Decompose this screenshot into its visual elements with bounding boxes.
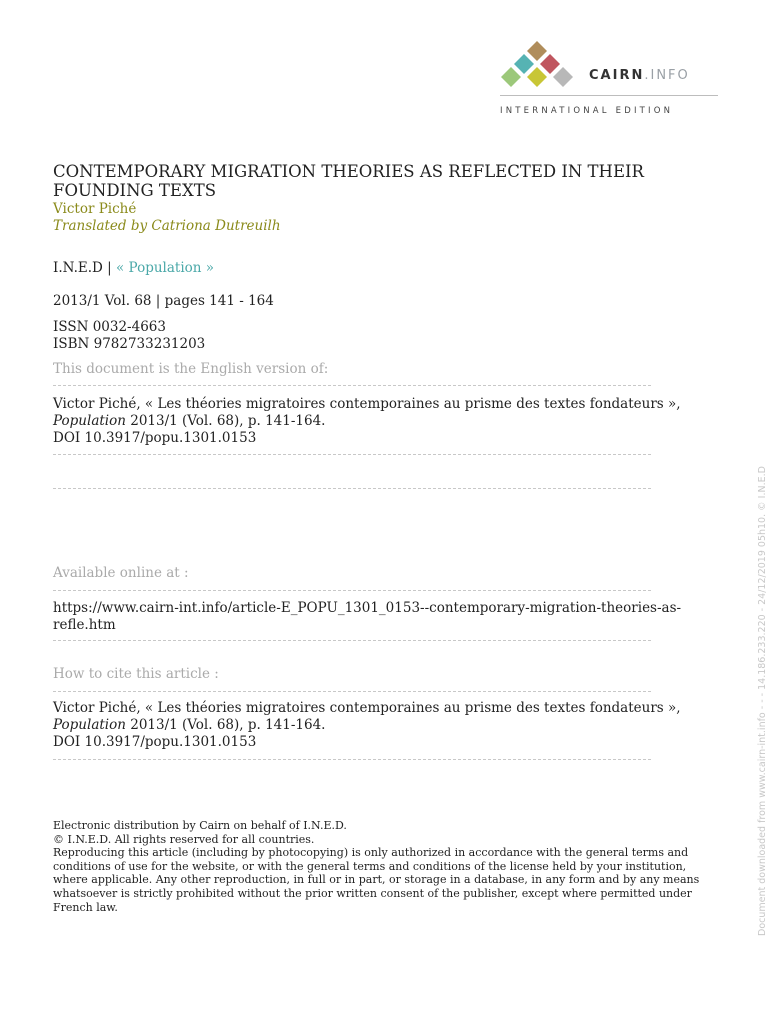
cite-prefix: Victor Piché, « Les théories migratoires contemporaines au prisme des textes fondateurs », [53,700,681,716]
brand-dot: . [644,68,651,83]
ref-journal: Population [53,413,126,429]
logo-divider [500,95,718,96]
publisher-name: I.N.E.D [53,260,103,276]
tile-bottom-right [553,67,573,87]
citation-reference [53,700,693,751]
ref-doi: DOI 10.3917/popu.1301.0153 [53,430,257,446]
cite-label: How to cite this article : [53,666,219,682]
edition-label: INTERNATIONAL EDITION [500,106,674,116]
publisher-separator: | [102,260,116,276]
divider [53,691,651,692]
publisher-line [53,260,214,276]
original-reference [53,396,693,447]
download-stamp: Document downloaded from www.cairn-int.info - - - 14.186.233.220 - 24/12/2019 05h10. © I.N.E.D [757,466,768,936]
tile-mid-right [540,54,560,74]
brand-suffix: INFO [650,68,690,83]
divider [53,759,651,760]
divider [53,640,651,641]
ref-suffix: 2013/1 (Vol. 68), p. 141-164. [125,413,326,429]
diamond-tiles-icon [500,40,580,90]
journal-link[interactable]: « Population » [115,260,215,276]
legal-footer [53,819,713,914]
divider [53,488,651,489]
cite-doi: DOI 10.3917/popu.1301.0153 [53,734,257,750]
divider [53,385,651,386]
distribution-note: Electronic distribution by Cairn on behalf of I.N.E.D. [53,819,347,832]
english-version-label: This document is the English version of: [53,361,329,377]
tile-top [527,41,547,61]
available-online-label: Available online at : [53,565,189,581]
divider [53,590,651,591]
cite-journal: Population [53,717,126,733]
brand-name: CAIRN [589,68,645,83]
article-translator: Translated by Catriona Dutreuilh [53,218,281,234]
article-title: CONTEMPORARY MIGRATION THEORIES AS REFLECTED IN THEIR FOUNDING TEXTS [53,162,644,200]
tile-bottom-left [501,67,521,87]
ref-prefix: Victor Piché, « Les théories migratoires contemporaines au prisme des textes fondateurs », [53,396,681,412]
copyright-note: © I.N.E.D. All rights reserved for all countries. [53,832,315,846]
issn: ISSN 0032-4663 [53,319,166,335]
cairn-logo[interactable] [500,40,720,122]
tile-bottom-center [527,67,547,87]
brand-wordmark [589,68,690,83]
tile-mid-left [514,54,534,74]
reproduction-notice: Reproducing this article (including by photocopying) is only authorized in accordance with the general terms and conditions of use for the website, or with the general terms and conditions of the license held by your institution, where applicable. Any other reproduction, in full or in part, or storage in a database, in any form and by any means whatsoever is strictly prohibited without the prior written consent of the publisher, except where permitted under French law. [53,846,700,914]
divider [53,454,651,455]
article-url[interactable]: https://www.cairn-int.info/article-E_POPU_1301_0153--contemporary-migration-theories-as-refle.htm [53,600,682,633]
cite-suffix: 2013/1 (Vol. 68), p. 141-164. [125,717,326,733]
article-author: Victor Piché [53,201,137,217]
isbn: ISBN 9782733231203 [53,336,206,352]
issue-info: 2013/1 Vol. 68 | pages 141 - 164 [53,293,274,309]
